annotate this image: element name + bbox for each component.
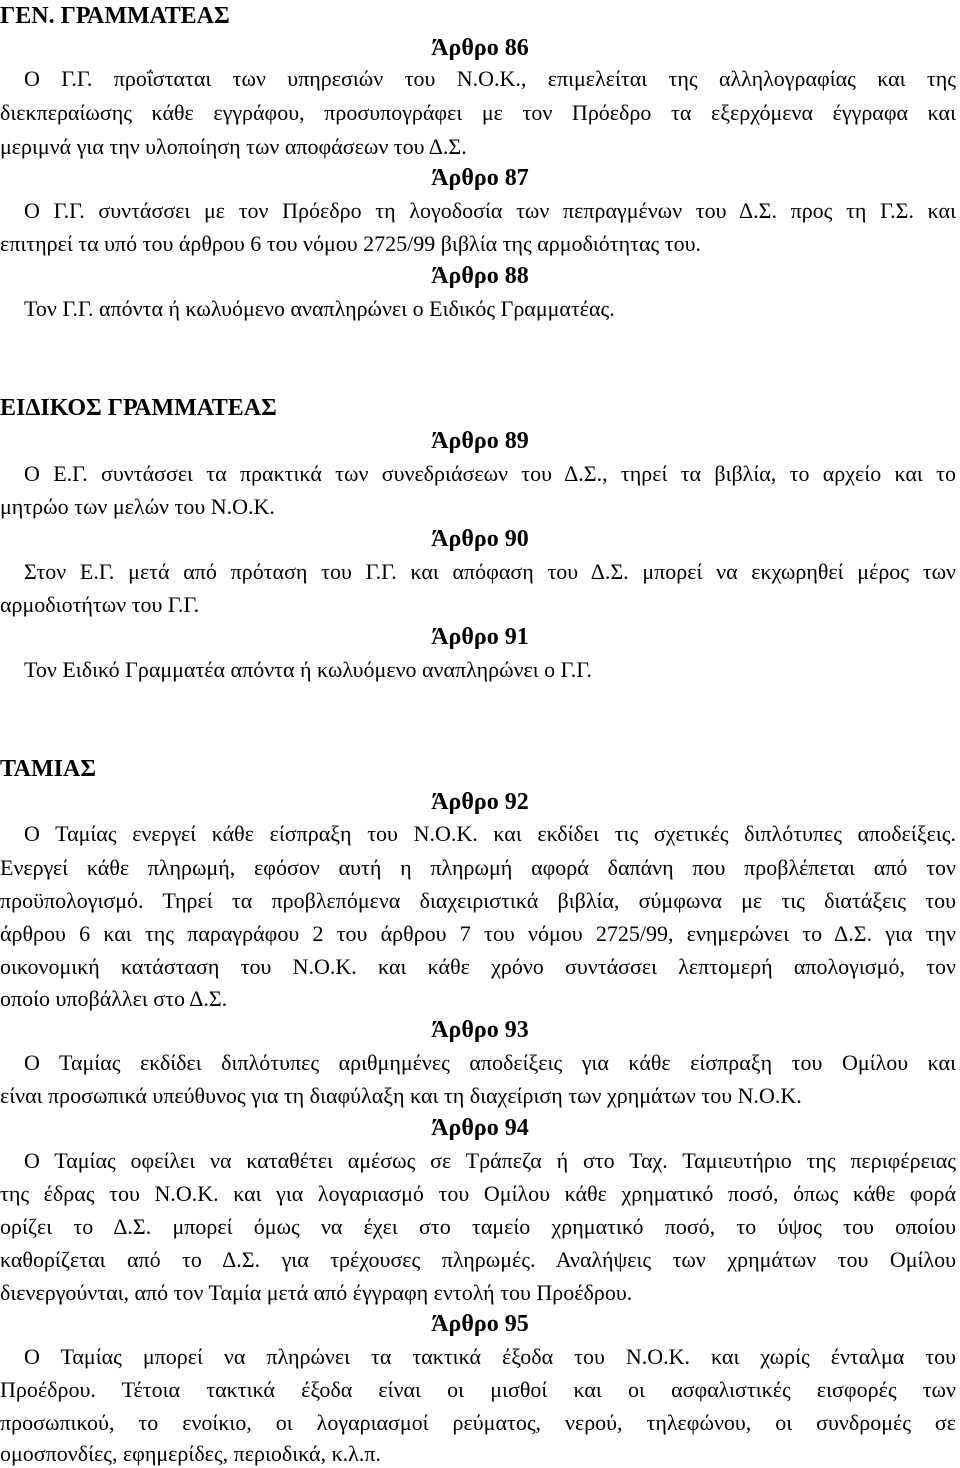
paragraph-line: Στον Ε.Γ. μετά από πρόταση του Γ.Γ. και απόφαση του Δ.Σ. μπορεί να εκχωρηθεί μέρος των [24,559,956,584]
article-heading: Άρθρο 87 [431,165,529,191]
paragraph-line: οικονομική κατάσταση του Ν.Ο.Κ. και κάθε χρόνο συντάσσει λεπτομερή απολογισμό, τον [0,954,956,979]
paragraph-line: της έδρας του Ν.Ο.Κ. και για λογαριασμό του Ομίλου κάθε χρηματικό ποσό, όπως κάθε φορά [0,1181,956,1206]
paragraph-line: Ο Ταμίας ενεργεί κάθε είσπραξη του Ν.Ο.Κ. και εκδίδει τις σχετικές διπλότυπες αποδείξεις. [24,821,956,846]
paragraph-line: Ο Ε.Γ. συντάσσει τα πρακτικά των συνεδριάσεων του Δ.Σ., τηρεί τα βιβλία, το αρχείο και το [24,461,956,486]
paragraph-line: καθορίζεται από το Δ.Σ. για τρέχουσες πληρωμές. Αναλήψεις των χρημάτων του Ομίλου [0,1247,956,1272]
paragraph-line: Ο Ταμίας οφείλει να καταθέτει αμέσως σε Τράπεζα ή στο Ταχ. Ταμιευτήριο της περιφέρειας [24,1148,956,1173]
paragraph-line: άρθρου 6 και της παραγράφου 2 του άρθρου 7 του νόμου 2725/99, ενημερώνει το Δ.Σ. για την [0,921,956,946]
section-title: ΕΙΔΙΚΟΣ ΓΡΑΜΜΑΤΕΑΣ [0,395,277,421]
paragraph-line: ορίζει το Δ.Σ. μπορεί όμως να έχει στο ταμείο χρηματικό ποσό, το ύψος του οποίου [0,1214,956,1239]
paragraph-line: ομοσπονδίες, εφημερίδες, περιοδικά, κ.λ.π. [0,1441,381,1466]
paragraph-line: Ο Γ.Γ. προΐσταται των υπηρεσιών του Ν.Ο.Κ., επιμελείται της αλληλογραφίας και της [24,66,956,91]
section-title: ΤΑΜΙΑΣ [0,756,97,782]
article-heading: Άρθρο 86 [431,35,529,61]
paragraph-line: διεκπεραίωσης κάθε εγγράφου, προσυπογράφει με τον Πρόεδρο τα εξερχόμενα έγγραφα και [0,100,956,125]
article-heading: Άρθρο 93 [431,1017,529,1043]
article-heading: Άρθρο 92 [431,789,529,815]
article-heading: Άρθρο 88 [431,263,529,289]
paragraph-line: μεριμνά για την υλοποίηση των αποφάσεων του Δ.Σ. [0,134,467,159]
paragraph-line: Προέδρου. Τέτοια τακτικά έξοδα είναι οι μισθοί και οι ασφαλιστικές εισφορές των [0,1377,956,1402]
paragraph-line: οποίο υποβάλλει στο Δ.Σ. [0,986,228,1011]
paragraph-line: Ο Ταμίας εκδίδει διπλότυπες αριθμημένες αποδείξεις για κάθε είσπραξη του Ομίλου και [24,1050,956,1075]
article-heading: Άρθρο 91 [431,624,529,650]
article-heading: Άρθρο 90 [431,526,529,552]
article-heading: Άρθρο 89 [431,428,529,454]
paragraph-line: διενεργούνται, από τον Ταμία μετά από έγγραφη εντολή του Προέδρου. [0,1280,633,1305]
section-title: ΓΕΝ. ΓΡΑΜΜΑΤΕΑΣ [0,3,230,29]
paragraph-line: Ο Γ.Γ. συντάσσει με τον Πρόεδρο τη λογοδοσία των πεπραγμένων του Δ.Σ. προς τη Γ.Σ. και [24,198,956,223]
paragraph-line: μητρώο των μελών του Ν.Ο.Κ. [0,494,275,519]
article-heading: Άρθρο 94 [431,1115,529,1141]
paragraph-line: προσωπικού, το ενοίκιο, οι λογαριασμοί ρεύματος, νερού, τηλεφώνου, οι συνδρομές σε [0,1410,956,1435]
paragraph-line: Τον Γ.Γ. απόντα ή κωλυόμενο αναπληρώνει ο Ειδικός Γραμματέας. [24,296,615,321]
paragraph-line: είναι προσωπικά υπεύθυνος για τη διαφύλαξη και τη διαχείριση των χρημάτων του Ν.Ο.Κ. [0,1083,802,1108]
article-heading: Άρθρο 95 [431,1311,529,1337]
paragraph-line: Ενεργεί κάθε πληρωμή, εφόσον αυτή η πληρωμή αφορά δαπάνη που προβλέπεται από τον [0,855,956,880]
paragraph-line: αρμοδιοτήτων του Γ.Γ. [0,592,200,617]
paragraph-line: Ο Ταμίας μπορεί να πληρώνει τα τακτικά έξοδα του Ν.Ο.Κ. και χωρίς ένταλμα του [24,1344,956,1369]
paragraph-line: προϋπολογισμό. Τηρεί τα προβλεπόμενα διαχειριστικά βιβλία, σύμφωνα με τις διατάξεις του [0,888,956,913]
paragraph-line: Τον Ειδικό Γραμματέα απόντα ή κωλυόμενο αναπληρώνει ο Γ.Γ. [24,657,592,682]
paragraph-line: επιτηρεί τα υπό του άρθρου 6 του νόμου 2725/99 βιβλία της αρμοδιότητας του. [0,231,701,256]
